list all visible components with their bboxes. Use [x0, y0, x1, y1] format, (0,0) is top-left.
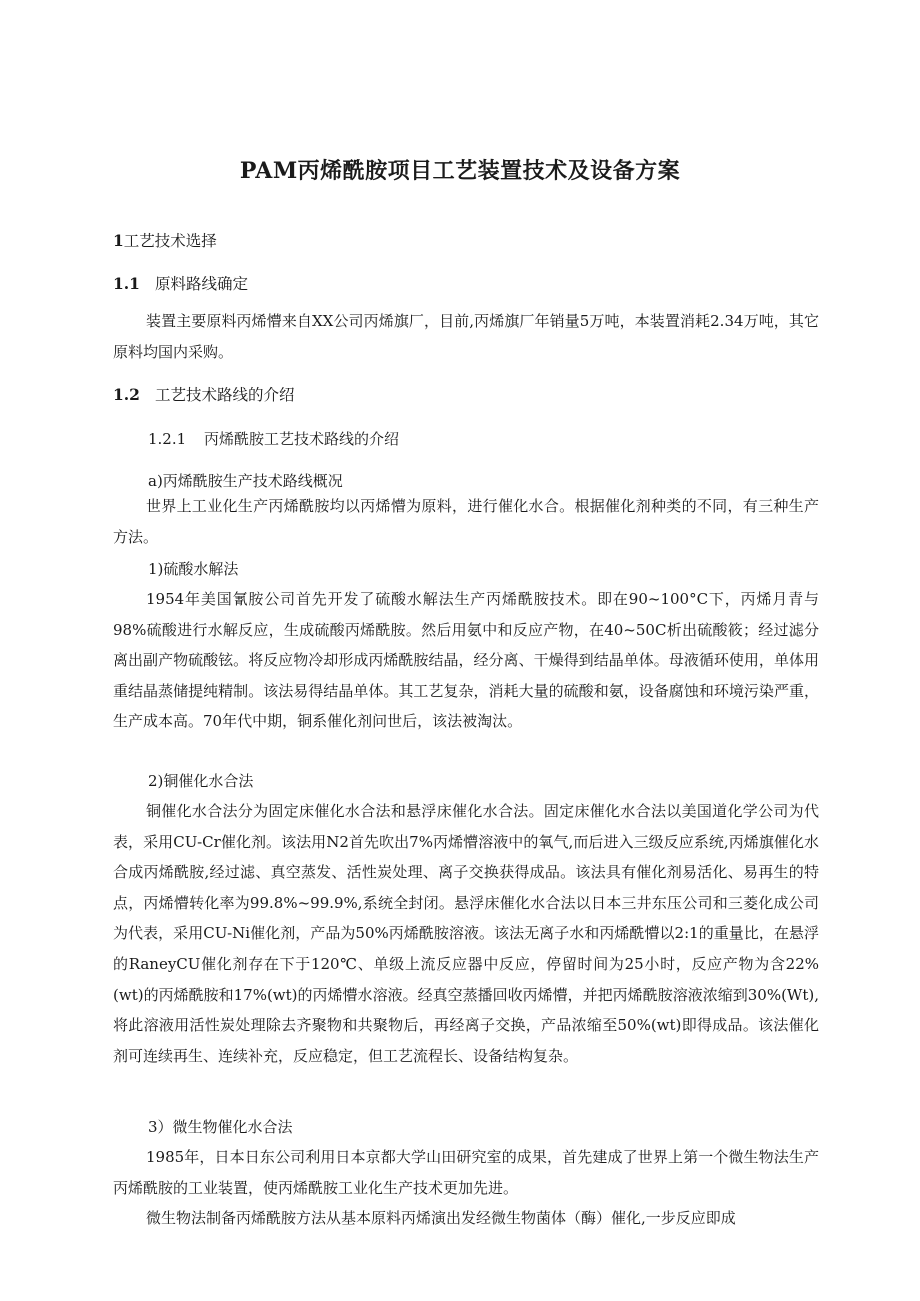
- section-1-label: 工艺技术选择: [123, 232, 217, 250]
- section-1-1-number: 1.1: [113, 274, 140, 293]
- paragraph-raw-materials: 装置主要原料丙烯懵来自XX公司丙烯旗厂，目前,丙烯旗厂年销量5万吨，本装置消耗2.34万吨，其它原料均国内采购。: [113, 312, 819, 361]
- item-a-heading: a)丙烯酰胺生产技术路线概况: [148, 472, 343, 490]
- section-1-2-label: 工艺技术路线的介绍: [155, 386, 295, 404]
- section-1-2-1-label: 丙烯酰胺工艺技术路线的介绍: [204, 430, 400, 448]
- section-1-2-number: 1.2: [113, 385, 140, 404]
- paragraph-copper-method: 铜催化水合法分为固定床催化水合法和悬浮床催化水合法。固定床催化水合法以美国道化学公司为代表，采用CU-Cr催化剂。该法用N2首先吹出7%丙烯懵溶液中的氧气,而后进入三级反应系统,丙烯旗催化水合成丙烯酰胺,经过滤、真空蒸发、活性炭处理、离子交换获得成品。该法具有催化剂易活化、易再生的特点，丙烯懵转化率为99.8%~99.9%,系统全封闭。悬浮床催化水合法以日本三井东压公司和三菱化成公司为代表，采用CU-Ni催化剂，产品为50%丙烯酰胺溶液。该法无离子水和丙烯酰懵以2:1的重量比，在悬浮的RaneyCU催化剂存在下于120℃、单级上流反应器中反应，停留时间为25小时，反应产物为含22%(wt)的丙烯酰胺和17%(wt)的丙烯懵水溶液。经真空蒸播回收丙烯懵，并把丙烯酰胺溶液浓缩到30%(Wt),将此溶液用活性炭处理除去齐聚物和共聚物后，再经离子交换，产品浓缩至50%(wt)即得成品。该法催化剂可连续再生、连续补充，反应稳定，但工艺流程长、设备结构复杂。: [113, 802, 819, 1065]
- section-1-1-heading: [113, 272, 248, 294]
- section-1-number: 1: [113, 231, 124, 250]
- paragraph-microbial-2: 微生物法制备丙烯酰胺方法从基本原料丙烯演出发经微生物菌体（酶）催化,一步反应即成: [146, 1209, 736, 1227]
- item-3-heading: 3）微生物催化水合法: [148, 1118, 293, 1136]
- item-1-heading: 1)硫酸水解法: [148, 560, 239, 578]
- section-1-heading: [113, 229, 217, 251]
- document-title: PAM丙烯酰胺项目工艺装置技术及设备方案: [239, 158, 681, 184]
- item-2-heading: 2)铜催化水合法: [148, 772, 254, 790]
- paragraph-microbial-1: 1985年，日本日东公司利用日本京都大学山田研究室的成果，首先建成了世界上第一个微生物法生产丙烯酰胺的工业装置，使丙烯酰胺工业化生产技术更加先进。: [113, 1148, 819, 1197]
- paragraph-overview: 世界上工业化生产丙烯酰胺均以丙烯懵为原料，进行催化水合。根据催化剂种类的不同，有三种生产方法。: [113, 497, 819, 546]
- section-1-2-heading: [113, 383, 295, 405]
- section-1-2-1-heading: [148, 428, 399, 449]
- paragraph-sulfuric-method: 1954年美国氰胺公司首先开发了硫酸水解法生产丙烯酰胺技术。即在90~100°C下，丙烯月青与98%硫酸进行水解反应，生成硫酸丙烯酰胺。然后用氨中和反应产物，在40~50C析出硫酸筱；经过滤分离出副产物硫酸铉。将反应物冷却形成丙烯酰胺结晶，经分离、干燥得到结晶单体。母液循环使用，单体用重结晶蒸储提纯精制。该法易得结晶单体。其工艺复杂，消耗大量的硫酸和氨，设备腐蚀和环境污染严重，生产成本高。70年代中期，铜系催化剂问世后，该法被淘汰。: [113, 590, 819, 731]
- section-1-2-1-number: 1.2.1: [148, 430, 187, 448]
- section-1-1-label: 原料路线确定: [155, 275, 249, 293]
